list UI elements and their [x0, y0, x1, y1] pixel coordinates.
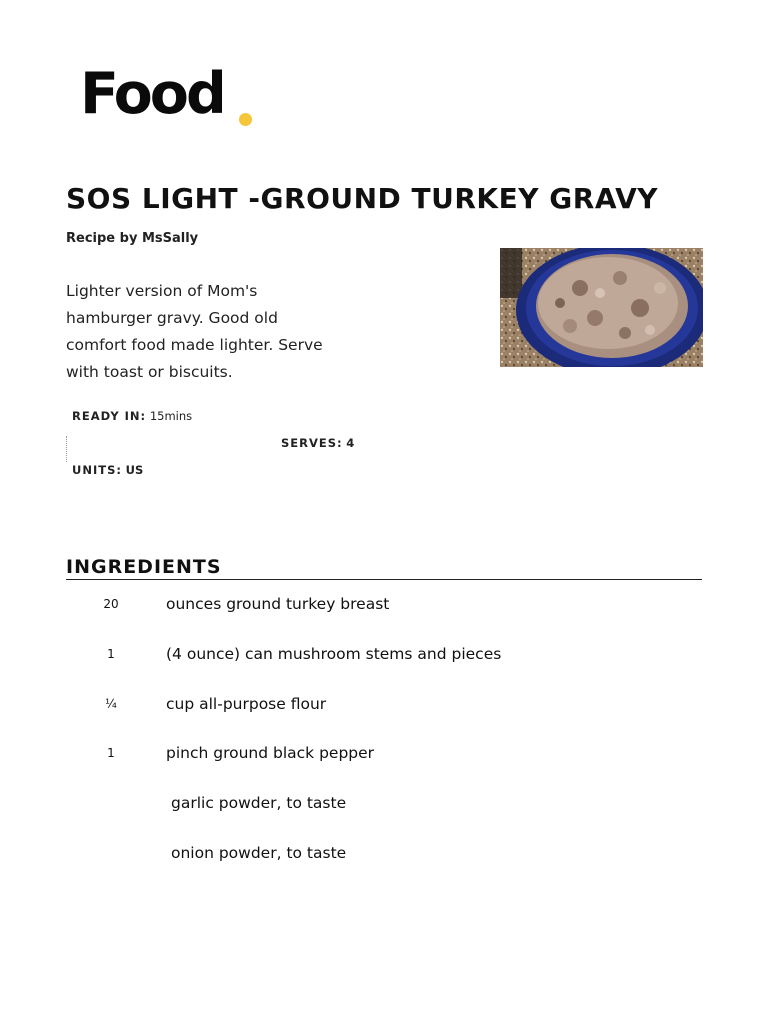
ingredient-quantity: ¼: [105, 697, 117, 711]
ingredients-heading: INGREDIENTS: [66, 556, 222, 578]
ingredient-item: [66, 595, 702, 619]
ingredient-item: [66, 744, 702, 768]
recipe-photo-illustration: [500, 248, 703, 367]
ready-in-label: READY IN:: [72, 409, 147, 423]
ingredient-text[interactable]: cup all-purpose flour: [166, 695, 327, 713]
serves-label: SERVES:: [281, 436, 343, 450]
recipe-byline[interactable]: Recipe by MsSally: [66, 231, 199, 246]
ready-in: [72, 409, 192, 423]
ready-in-value: 15mins: [149, 409, 193, 423]
ingredient-item: [66, 645, 702, 669]
units-label: UNITS:: [72, 463, 122, 477]
ingredient-text[interactable]: garlic powder, to taste: [171, 794, 347, 812]
ingredient-quantity: 1: [107, 746, 115, 760]
serves-value: 4: [346, 436, 355, 450]
ingredient-text[interactable]: pinch ground black pepper: [166, 744, 375, 762]
recipe-photo: [500, 248, 703, 367]
ingredient-quantity: 1: [107, 647, 115, 661]
ingredient-item: [66, 695, 702, 719]
serves[interactable]: [281, 436, 354, 450]
recipe-description: Lighter version of Mom's hamburger gravy. Good old comfort food made lighter. Serve with toast or biscuits.: [66, 282, 323, 381]
logo-dot: [239, 113, 252, 126]
ingredient-text[interactable]: onion powder, to taste: [171, 844, 347, 862]
units[interactable]: [72, 463, 143, 477]
ingredient-item: [66, 794, 702, 818]
ingredient-quantity: 20: [103, 597, 119, 611]
ingredient-text[interactable]: ounces ground turkey breast: [166, 595, 390, 613]
units-value: US: [125, 463, 144, 477]
ingredient-item: [66, 844, 702, 868]
ingredients-divider: [66, 579, 702, 580]
meta-divider: [66, 436, 67, 462]
food-logo[interactable]: Food: [80, 61, 224, 127]
ingredient-text[interactable]: (4 ounce) can mushroom stems and pieces: [166, 645, 502, 663]
recipe-title: SOS LIGHT -GROUND TURKEY GRAVY: [66, 182, 659, 215]
